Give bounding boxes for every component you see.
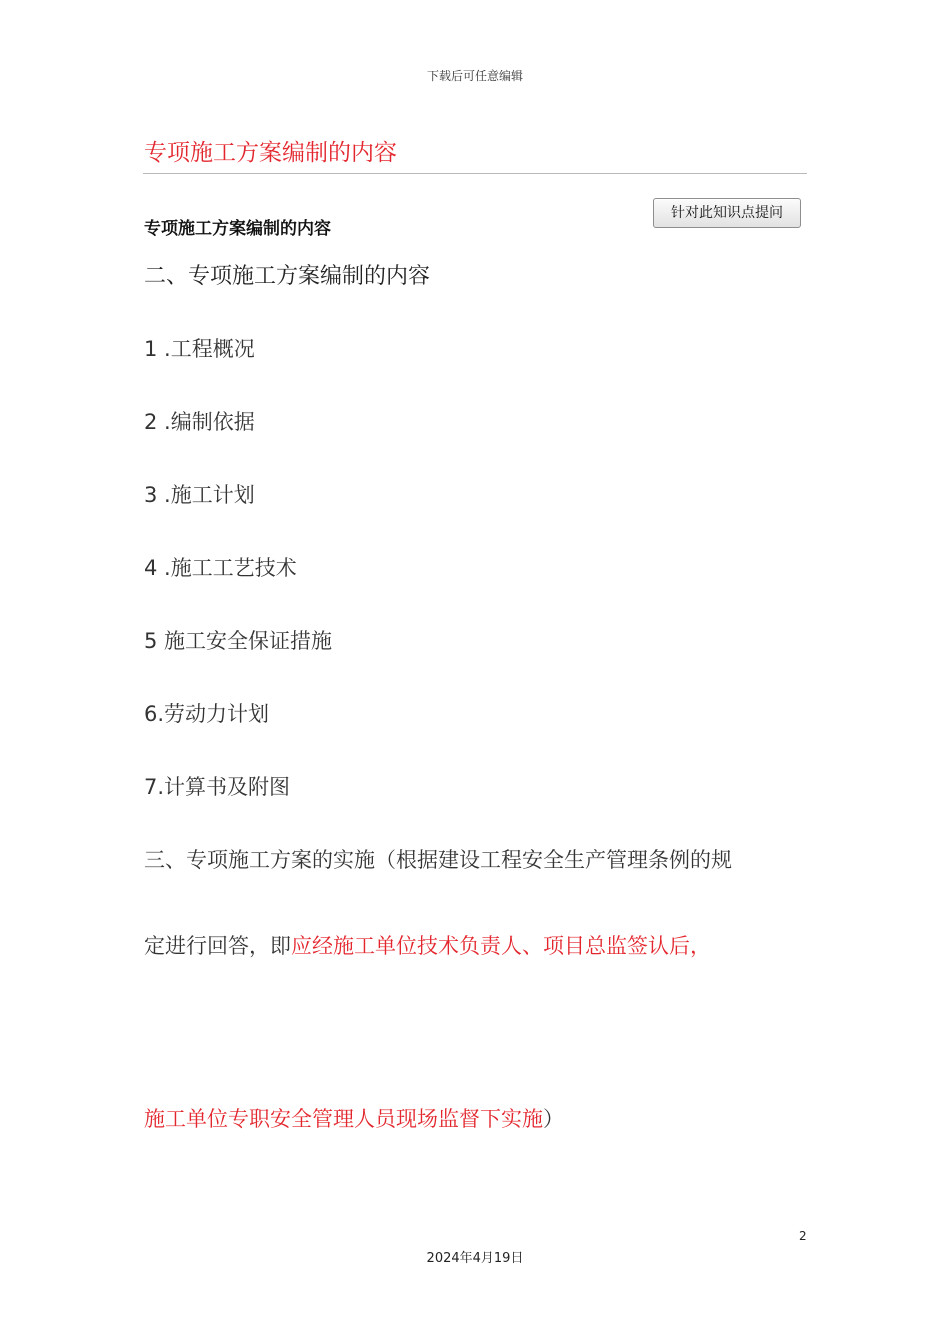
list-item: 7.计算书及附图 (144, 775, 291, 799)
list-item: 4 .施工工艺技术 (144, 556, 297, 580)
footer-date: 2024年4月19日 (426, 1251, 524, 1266)
section-three-line-1: 三、专项施工方案的实施（根据建设工程安全生产管理条例的规 (144, 848, 732, 872)
section-three-line-2-text: 定进行回答，即 (144, 934, 291, 958)
list-item: 2 .编制依据 (144, 410, 255, 434)
section-three-line-2 (144, 930, 711, 960)
page-title: 专项施工方案编制的内容 (144, 140, 397, 166)
section-three-highlight: 应经施工单位技术负责人、项目总监签认后， (291, 934, 711, 958)
section-heading: 二、专项施工方案编制的内容 (144, 264, 431, 289)
section-three-highlight: 施工单位专职安全管理人员现场监督下实施 (144, 1107, 543, 1131)
list-item: 1 .工程概况 (144, 337, 255, 361)
page-number: 2 (799, 1229, 807, 1243)
list-item: 6.劳动力计划 (144, 702, 270, 726)
section-three-line-3-text: ） (543, 1107, 564, 1131)
list-item: 3 .施工计划 (144, 483, 255, 507)
header-note: 下载后可任意编辑 (426, 69, 523, 83)
ask-question-button[interactable]: 针对此知识点提问 (653, 198, 801, 228)
sub-heading: 专项施工方案编制的内容 (144, 219, 331, 239)
title-divider (143, 173, 807, 174)
list-item: 5 施工安全保证措施 (144, 629, 333, 653)
section-three-line-3 (144, 1103, 564, 1133)
